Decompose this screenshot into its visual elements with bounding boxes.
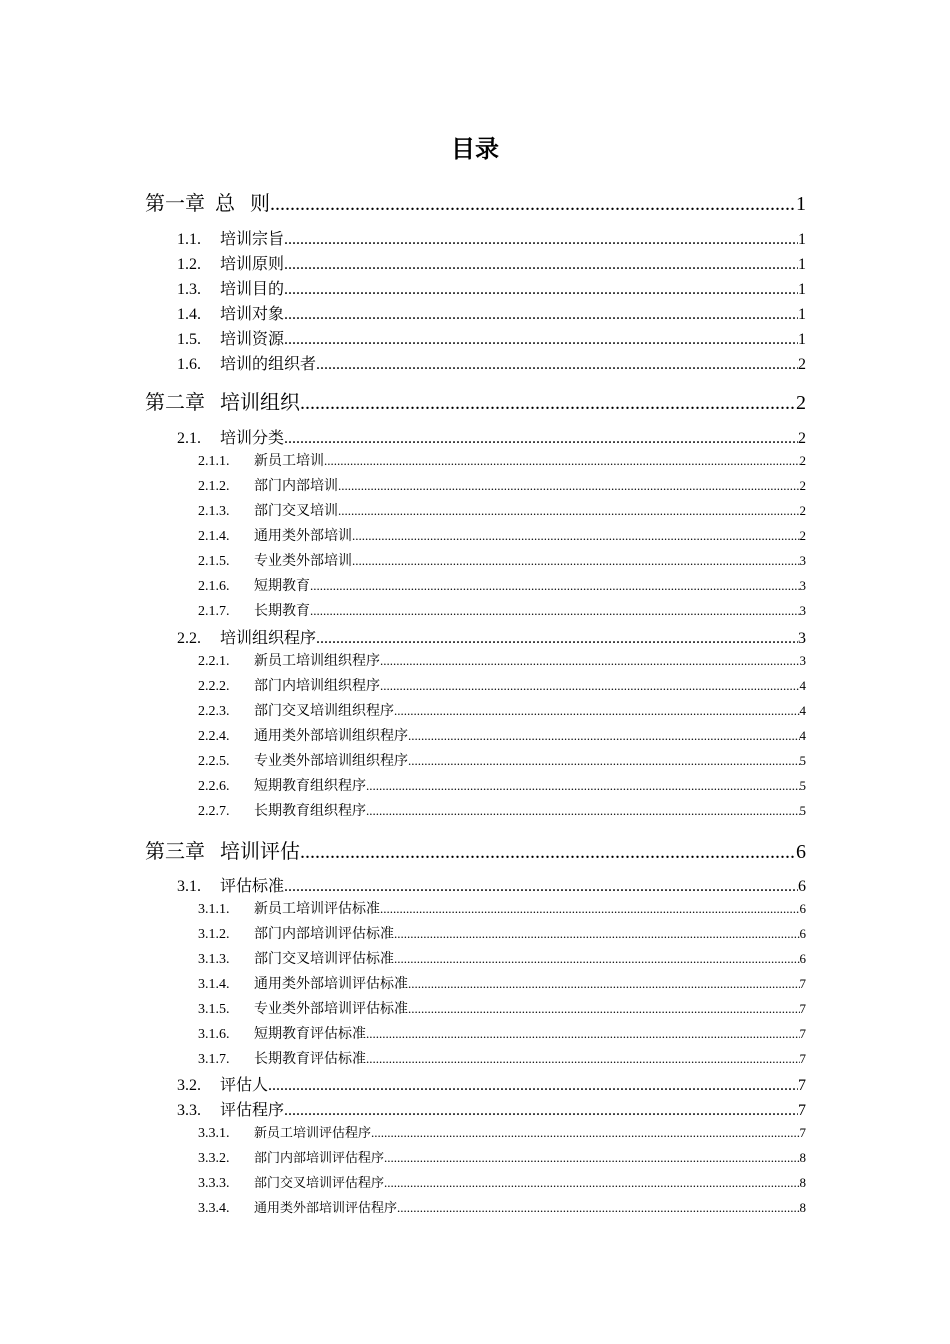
toc-entry[interactable] (145, 835, 806, 864)
toc-entry-number: 第二章 (145, 392, 205, 414)
toc-leader-dots (284, 878, 798, 896)
toc-leader-dots (270, 193, 796, 216)
toc-entry[interactable] (198, 948, 806, 968)
toc-entry-page: 1 (798, 281, 806, 298)
toc-entry-number: 2.2.7. (198, 804, 230, 819)
toc-leader-dots (284, 331, 798, 349)
toc-entry-page: 3 (799, 603, 806, 618)
toc-entry-page: 8 (799, 1150, 806, 1165)
toc-leader-dots (371, 1125, 799, 1141)
toc-leader-dots (366, 803, 800, 819)
toc-entry-number: 1.5. (177, 331, 201, 348)
toc-entry[interactable] (177, 301, 806, 324)
toc-entry-title: 培训组织程序 (220, 630, 317, 647)
toc-entry-number: 3.3.4. (198, 1201, 230, 1216)
toc-entry[interactable] (198, 600, 806, 620)
toc-entry[interactable] (198, 923, 806, 943)
toc-entry-number: 3.1.3. (198, 952, 230, 967)
toc-entry-number: 3.3.3. (198, 1176, 230, 1191)
toc-leader-dots (380, 901, 800, 917)
toc-leader-dots (300, 841, 796, 864)
toc-entry-page: 2 (799, 528, 806, 543)
toc-entry[interactable] (145, 187, 806, 216)
toc-entry-number: 3.3.2. (198, 1151, 230, 1166)
toc-leader-dots (338, 478, 800, 494)
toc-entry-number: 3.1.4. (198, 977, 230, 992)
toc-entry-title: 评估程序 (220, 1102, 285, 1119)
toc-entry[interactable] (198, 800, 806, 820)
toc-entry-page: 7 (798, 1077, 806, 1094)
toc-entry-title: 长期教育 (254, 604, 310, 619)
toc-leader-dots (380, 653, 800, 669)
toc-entry-number: 2.1.4. (198, 529, 230, 544)
toc-leader-dots (284, 231, 798, 249)
toc-entry[interactable] (177, 425, 806, 448)
toc-entry-page: 2 (799, 453, 806, 468)
toc-entry[interactable] (177, 351, 806, 374)
toc-entry-title: 部门交叉培训评估标准 (254, 952, 394, 967)
toc-entry-page: 6 (799, 901, 806, 916)
toc-entry-page: 7 (799, 1026, 806, 1041)
toc-entry[interactable] (177, 873, 806, 896)
toc-entry-page: 1 (796, 193, 806, 215)
toc-entry-page: 8 (799, 1200, 806, 1215)
toc-entry[interactable] (198, 898, 806, 918)
toc-entry-number: 1.6. (177, 356, 201, 373)
toc-entry[interactable] (198, 973, 806, 993)
toc-entry-page: 6 (798, 878, 806, 895)
toc-entry-title: 部门内培训组织程序 (254, 679, 380, 694)
toc-entry-title: 培训分类 (220, 430, 285, 447)
toc-entry-number: 3.2. (177, 1077, 201, 1094)
toc-entry-page: 1 (798, 231, 806, 248)
toc-entry-number: 2.1.5. (198, 554, 230, 569)
toc-entry[interactable] (198, 998, 806, 1018)
toc-entry-page: 2 (796, 392, 806, 414)
toc-entry-title: 通用类外部培训评估标准 (254, 977, 408, 992)
toc-leader-dots (316, 356, 798, 374)
toc-entry-page: 5 (799, 753, 806, 768)
toc-leader-dots (284, 306, 798, 324)
toc-entry[interactable] (177, 326, 806, 349)
toc-entry[interactable] (198, 1122, 806, 1142)
toc-entry-title: 部门交叉培训评估程序 (254, 1176, 385, 1191)
toc-entry-number: 2.2.4. (198, 729, 230, 744)
toc-entry-page: 6 (799, 926, 806, 941)
toc-entry-page: 3 (799, 553, 806, 568)
toc-leader-dots (380, 678, 800, 694)
toc-entry[interactable] (198, 450, 806, 470)
toc-entry[interactable] (177, 1072, 806, 1095)
toc-entry[interactable] (198, 725, 806, 745)
toc-leader-dots (310, 603, 800, 619)
toc-entry[interactable] (177, 226, 806, 249)
toc-entry-number: 2.1. (177, 430, 201, 447)
toc-entry-title: 总 则 (205, 193, 270, 215)
toc-leader-dots (394, 926, 800, 942)
toc-leader-dots (352, 528, 800, 544)
toc-entry-number: 1.2. (177, 256, 201, 273)
toc-leader-dots (352, 553, 800, 569)
toc-entry-number: 2.1.6. (198, 579, 230, 594)
toc-entry-page: 3 (799, 578, 806, 593)
toc-entry-title: 新员工培训组织程序 (254, 654, 380, 669)
toc-entry-title: 新员工培训评估标准 (254, 902, 380, 917)
toc-leader-dots (324, 453, 800, 469)
toc-entry-number: 3.1.5. (198, 1002, 230, 1017)
toc-entry-title: 通用类外部培训评估程序 (254, 1201, 398, 1216)
toc-entry-title: 专业类外部培训组织程序 (254, 754, 408, 769)
toc-entry-number: 1.4. (177, 306, 201, 323)
toc-entry-number: 2.2.3. (198, 704, 230, 719)
toc-entry-number: 2.2.1. (198, 654, 230, 669)
toc-entry-page: 6 (796, 841, 806, 863)
toc-entry[interactable] (198, 1048, 806, 1068)
toc-entry-number: 3.3. (177, 1102, 201, 1119)
toc-leader-dots (397, 1200, 799, 1216)
toc-entry-title: 培训的组织者 (220, 356, 317, 373)
toc-leader-dots (284, 281, 798, 299)
toc-entry-page: 3 (799, 653, 806, 668)
toc-entry-title: 短期教育评估标准 (254, 1027, 366, 1042)
toc-entry-title: 专业类外部培训 (254, 554, 352, 569)
toc-entry-number: 2.2.2. (198, 679, 230, 694)
toc-entry[interactable] (198, 650, 806, 670)
toc-entry[interactable] (198, 575, 806, 595)
toc-entry[interactable] (177, 251, 806, 274)
toc-entry[interactable] (198, 1147, 806, 1167)
toc-leader-dots (338, 503, 800, 519)
toc-leader-dots (300, 392, 796, 415)
toc-leader-dots (316, 630, 798, 648)
toc-entry[interactable] (198, 475, 806, 495)
toc-leader-dots (394, 703, 800, 719)
toc-entry-title: 长期教育组织程序 (254, 804, 366, 819)
toc-entry-title: 培训组织 (205, 392, 300, 414)
toc-entry-title: 通用类外部培训组织程序 (254, 729, 408, 744)
toc-entry-title: 通用类外部培训 (254, 529, 352, 544)
toc-entry-page: 5 (799, 803, 806, 818)
toc-leader-dots (366, 1051, 800, 1067)
toc-leader-dots (408, 976, 800, 992)
toc-entry-number: 2.1.7. (198, 604, 230, 619)
toc-entry-title: 培训原则 (220, 256, 285, 273)
toc-entry-title: 培训资源 (220, 331, 285, 348)
toc-entry-page: 2 (799, 503, 806, 518)
toc-entry-page: 5 (799, 778, 806, 793)
toc-entry-number: 第一章 (145, 193, 205, 215)
toc-entry-page: 1 (798, 256, 806, 273)
toc-entry-title: 部门内部培训评估标准 (254, 927, 394, 942)
toc-entry[interactable] (145, 386, 806, 415)
toc-entry-page: 7 (799, 1051, 806, 1066)
toc-entry-page: 1 (798, 306, 806, 323)
toc-entry-title: 新员工培训评估程序 (254, 1126, 372, 1141)
toc-leader-dots (284, 256, 798, 274)
toc-entry-page: 2 (799, 478, 806, 493)
toc-entry[interactable] (198, 1197, 806, 1217)
toc-entry-page: 3 (798, 630, 806, 647)
toc-entry[interactable] (198, 525, 806, 545)
toc-entry-title: 部门内部培训评估程序 (254, 1151, 385, 1166)
toc-entry-page: 4 (799, 703, 806, 718)
toc-entry-title: 评估标准 (220, 878, 285, 895)
toc-leader-dots (366, 1026, 800, 1042)
toc-entry-number: 2.2.6. (198, 779, 230, 794)
toc-entry[interactable] (198, 700, 806, 720)
toc-leader-dots (384, 1150, 799, 1166)
toc-entry-page: 7 (799, 1001, 806, 1016)
toc-entry-title: 部门交叉培训组织程序 (254, 704, 394, 719)
toc-entry-title: 专业类外部培训评估标准 (254, 1002, 408, 1017)
toc-entry[interactable] (198, 500, 806, 520)
toc-entry-page: 7 (798, 1102, 806, 1119)
toc-entry-title: 部门内部培训 (254, 479, 338, 494)
document-title: 目录 (451, 137, 499, 163)
toc-entry-number: 1.1. (177, 231, 201, 248)
toc-entry-number: 3.1.7. (198, 1052, 230, 1067)
toc-leader-dots (284, 1102, 798, 1120)
toc-entry-title: 长期教育评估标准 (254, 1052, 366, 1067)
toc-entry-title: 培训评估 (205, 841, 300, 863)
toc-entry-page: 7 (799, 1125, 806, 1140)
toc-leader-dots (310, 578, 800, 594)
toc-entry[interactable] (198, 1023, 806, 1043)
toc-entry-number: 第三章 (145, 841, 205, 863)
toc-entry-page: 8 (799, 1175, 806, 1190)
toc-entry-title: 评估人 (220, 1077, 269, 1094)
toc-leader-dots (284, 430, 798, 448)
toc-entry-number: 3.1.1. (198, 902, 230, 917)
toc-leader-dots (268, 1077, 798, 1095)
toc-entry-number: 2.1.2. (198, 479, 230, 494)
toc-entry-number: 3.1.2. (198, 927, 230, 942)
toc-entry[interactable] (177, 276, 806, 299)
toc-entry[interactable] (198, 750, 806, 770)
toc-entry-number: 2.2. (177, 630, 201, 647)
toc-leader-dots (408, 728, 800, 744)
toc-entry-page: 4 (799, 678, 806, 693)
toc-entry-title: 部门交叉培训 (254, 504, 338, 519)
toc-leader-dots (408, 1001, 800, 1017)
toc-entry[interactable] (198, 675, 806, 695)
toc-entry-number: 2.2.5. (198, 754, 230, 769)
toc-entry-title: 短期教育组织程序 (254, 779, 366, 794)
toc-entry-page: 4 (799, 728, 806, 743)
toc-entry-title: 短期教育 (254, 579, 310, 594)
toc-leader-dots (394, 951, 800, 967)
toc-leader-dots (408, 753, 800, 769)
toc-entry[interactable] (198, 775, 806, 795)
toc-leader-dots (366, 778, 800, 794)
toc-entry-title: 培训宗旨 (220, 231, 285, 248)
toc-entry-number: 3.1.6. (198, 1027, 230, 1042)
toc-entry-title: 新员工培训 (254, 454, 324, 469)
toc-entry-number: 3.1. (177, 878, 201, 895)
toc-entry[interactable] (198, 550, 806, 570)
toc-entry-number: 1.3. (177, 281, 201, 298)
toc-entry-page: 2 (798, 356, 806, 373)
toc-entry-number: 2.1.3. (198, 504, 230, 519)
toc-entry-page: 2 (798, 430, 806, 447)
toc-entry-title: 培训目的 (220, 281, 285, 298)
toc-entry-title: 培训对象 (220, 306, 285, 323)
toc-entry-number: 2.1.1. (198, 454, 230, 469)
toc-entry-page: 6 (799, 951, 806, 966)
toc-entry-page: 1 (798, 331, 806, 348)
toc-entry[interactable] (177, 1097, 806, 1120)
toc-entry-number: 3.3.1. (198, 1126, 230, 1141)
toc-entry-page: 7 (799, 976, 806, 991)
toc-leader-dots (384, 1175, 799, 1191)
toc-entry[interactable] (198, 1172, 806, 1192)
toc-entry[interactable] (177, 625, 806, 648)
